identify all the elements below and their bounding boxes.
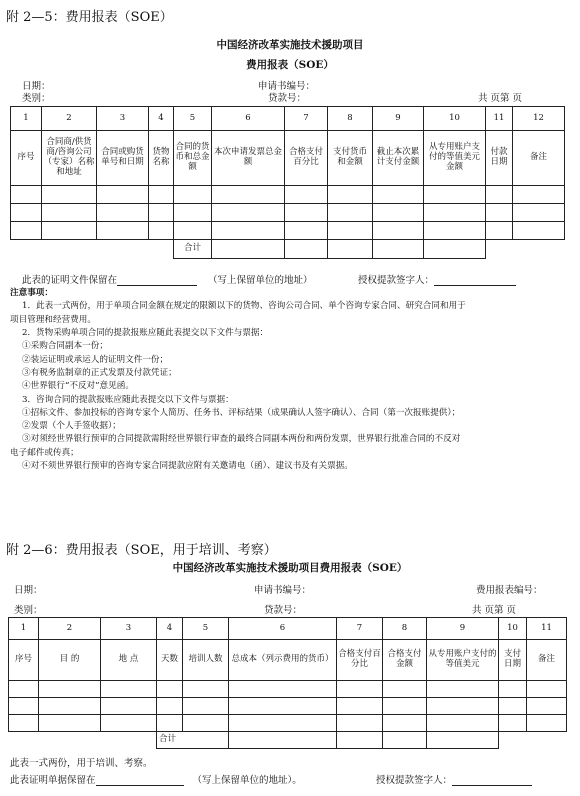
col-num: 10 <box>424 107 486 131</box>
section1-subtitle: 费用报表（SOE） <box>246 59 334 71</box>
section1-header: 附 2—5：费用报表（SOE） <box>6 10 173 25</box>
col-header: 地 点 <box>101 640 157 681</box>
note-line: 3．咨询合同的提款报账应随此表提交以下文件与票据： <box>22 394 234 405</box>
note-line: ①招标文件、参加投标的咨询专家个人简历、任务书、评标结果（成果确认人签字确认）、合同（第一次报账提供）； <box>22 407 461 418</box>
blank-line <box>434 275 516 286</box>
date-label: 日期： <box>22 81 51 92</box>
total-row <box>11 240 565 259</box>
col-header: 序号 <box>11 131 42 186</box>
col-num: 8 <box>383 618 427 640</box>
notes-section <box>10 287 466 473</box>
col-num: 6 <box>212 107 285 131</box>
loan-no-label: 贷款号： <box>268 93 307 104</box>
soe-no-label: 费用报表编号： <box>476 585 543 596</box>
col-header: 货物名称 <box>149 131 174 186</box>
page-count-label: 共 页第 页 <box>472 605 517 616</box>
blank-line <box>96 775 184 786</box>
column-number-row <box>9 618 567 640</box>
section1-title: 中国经济改革实施技术援助项目 <box>216 39 364 51</box>
col-header: 合格支付百分比 <box>285 131 328 186</box>
footer-mid-text: （写上保留单位的地址） <box>208 275 313 286</box>
note-line: 项目管理和经营费用。 <box>10 314 96 325</box>
note-line: ②装运证明或承运人的证明文件一份； <box>22 354 169 365</box>
col-num: 10 <box>499 618 527 640</box>
page-count-label: 共 页第 页 <box>478 93 523 104</box>
col-num: 12 <box>513 107 565 131</box>
note-line: ①采购合同副本一份； <box>22 341 108 352</box>
note-line: 2．货物采购单项合同的提款报账应随此表提交以下文件与票据： <box>22 327 269 338</box>
col-num: 1 <box>9 618 39 640</box>
section2-title: 中国经济改革实施技术援助项目费用报表（SOE） <box>172 562 408 574</box>
training-soe-table <box>8 617 567 749</box>
col-num: 6 <box>229 618 337 640</box>
notes-title: 注意事项： <box>10 288 53 298</box>
col-num: 5 <box>174 107 212 131</box>
footer-signatory <box>358 272 516 286</box>
col-header: 备注 <box>527 640 567 681</box>
table-row <box>11 222 565 240</box>
col-header: 本次申请发票总金额 <box>212 131 285 186</box>
col-num: 11 <box>527 618 567 640</box>
col-header: 总成本（列示费用的货币） <box>229 640 337 681</box>
application-no-label: 申请书编号： <box>258 81 316 92</box>
footer-mid-text: （写上保留单位的地址）。 <box>192 775 302 786</box>
col-header: 合同的货币和总金额 <box>174 131 212 186</box>
col-header: 合格支付百分比 <box>337 640 383 681</box>
col-num: 9 <box>373 107 424 131</box>
note-line: ②发票（个人手签收据）； <box>22 421 121 432</box>
col-header: 合同或购货单号和日期 <box>97 131 149 186</box>
col-num: 7 <box>337 618 383 640</box>
note-line: ④对不须世界银行预审的咨询专家合同提款应附有关邀请电（函）、建议书及有关票据。 <box>22 461 353 472</box>
col-header: 备注 <box>513 131 565 186</box>
col-header: 截止本次累计支付金额 <box>373 131 424 186</box>
note-line: ③有税务监制章的正式发票及付款凭证； <box>22 367 177 378</box>
col-num: 4 <box>157 618 183 640</box>
col-header: 付款日期 <box>486 131 513 186</box>
footer-document-location <box>22 272 313 286</box>
table-row <box>9 698 567 715</box>
col-header: 支付日期 <box>499 640 527 681</box>
col-header: 目 的 <box>39 640 101 681</box>
blank-line <box>452 775 532 786</box>
total-label: 合计 <box>157 732 229 749</box>
category-label: 类别： <box>14 605 43 616</box>
col-num: 11 <box>486 107 513 131</box>
col-header: 天数 <box>157 640 183 681</box>
col-header: 从专用账户支付的等值美元金额 <box>424 131 486 186</box>
total-row <box>9 732 567 749</box>
col-header: 合格支付金额 <box>383 640 427 681</box>
col-header: 从专用账户支付的等值美元 <box>427 640 499 681</box>
footer-left-text: 此表证明单据保留在 <box>10 775 96 786</box>
section2-header: 附 2—6：费用报表（SOE，用于培训、考察） <box>6 543 277 558</box>
footer-signatory <box>376 772 532 786</box>
footer-note: 此表一式两份，用于培训、考察。 <box>10 758 153 769</box>
col-num: 3 <box>101 618 157 640</box>
col-num: 2 <box>39 618 101 640</box>
date-label: 日期： <box>14 585 43 596</box>
footer-left-text: 此表的证明文件保留在 <box>22 275 118 286</box>
col-num: 4 <box>149 107 174 131</box>
note-line: ③对须经世界银行预审的合同提款需附经世界银行审查的最终合同副本两份和两份发票，世界银行批准合同的不反对 <box>22 434 461 445</box>
signatory-label: 授权提款签字人： <box>376 775 453 786</box>
loan-no-label: 贷款号： <box>264 605 303 616</box>
note-line: 1．此表一式两份，用于单项合同金额在规定的限额以下的货物、咨询公司合同、单个咨询专家合同、研究合同和用于 <box>22 301 466 312</box>
col-num: 5 <box>183 618 229 640</box>
col-header: 合同商/供货商/咨询公司（专家）名称和地址 <box>42 131 97 186</box>
total-label: 合计 <box>174 240 212 259</box>
note-line: ④世界银行“不反对”意见函。 <box>22 381 134 392</box>
col-num: 9 <box>427 618 499 640</box>
footer-document-location <box>10 772 302 786</box>
col-num: 1 <box>11 107 42 131</box>
column-header-row <box>11 131 565 186</box>
col-header: 序号 <box>9 640 39 681</box>
blank-line <box>117 275 197 286</box>
note-line: 电子邮件或传真； <box>10 447 79 458</box>
col-num: 3 <box>97 107 149 131</box>
column-number-row <box>11 107 565 131</box>
table-row <box>11 186 565 204</box>
col-num: 8 <box>328 107 373 131</box>
col-num: 7 <box>285 107 328 131</box>
table-row <box>9 715 567 732</box>
table-row <box>9 681 567 698</box>
table-row <box>11 204 565 222</box>
column-header-row <box>9 640 567 681</box>
col-header: 培训人数 <box>183 640 229 681</box>
col-header: 支付货币和金额 <box>328 131 373 186</box>
application-no-label: 申请书编号： <box>254 585 312 596</box>
soe-table <box>10 106 565 259</box>
signatory-label: 授权提款签字人： <box>358 275 435 286</box>
col-num: 2 <box>42 107 97 131</box>
category-label: 类别： <box>22 93 51 104</box>
